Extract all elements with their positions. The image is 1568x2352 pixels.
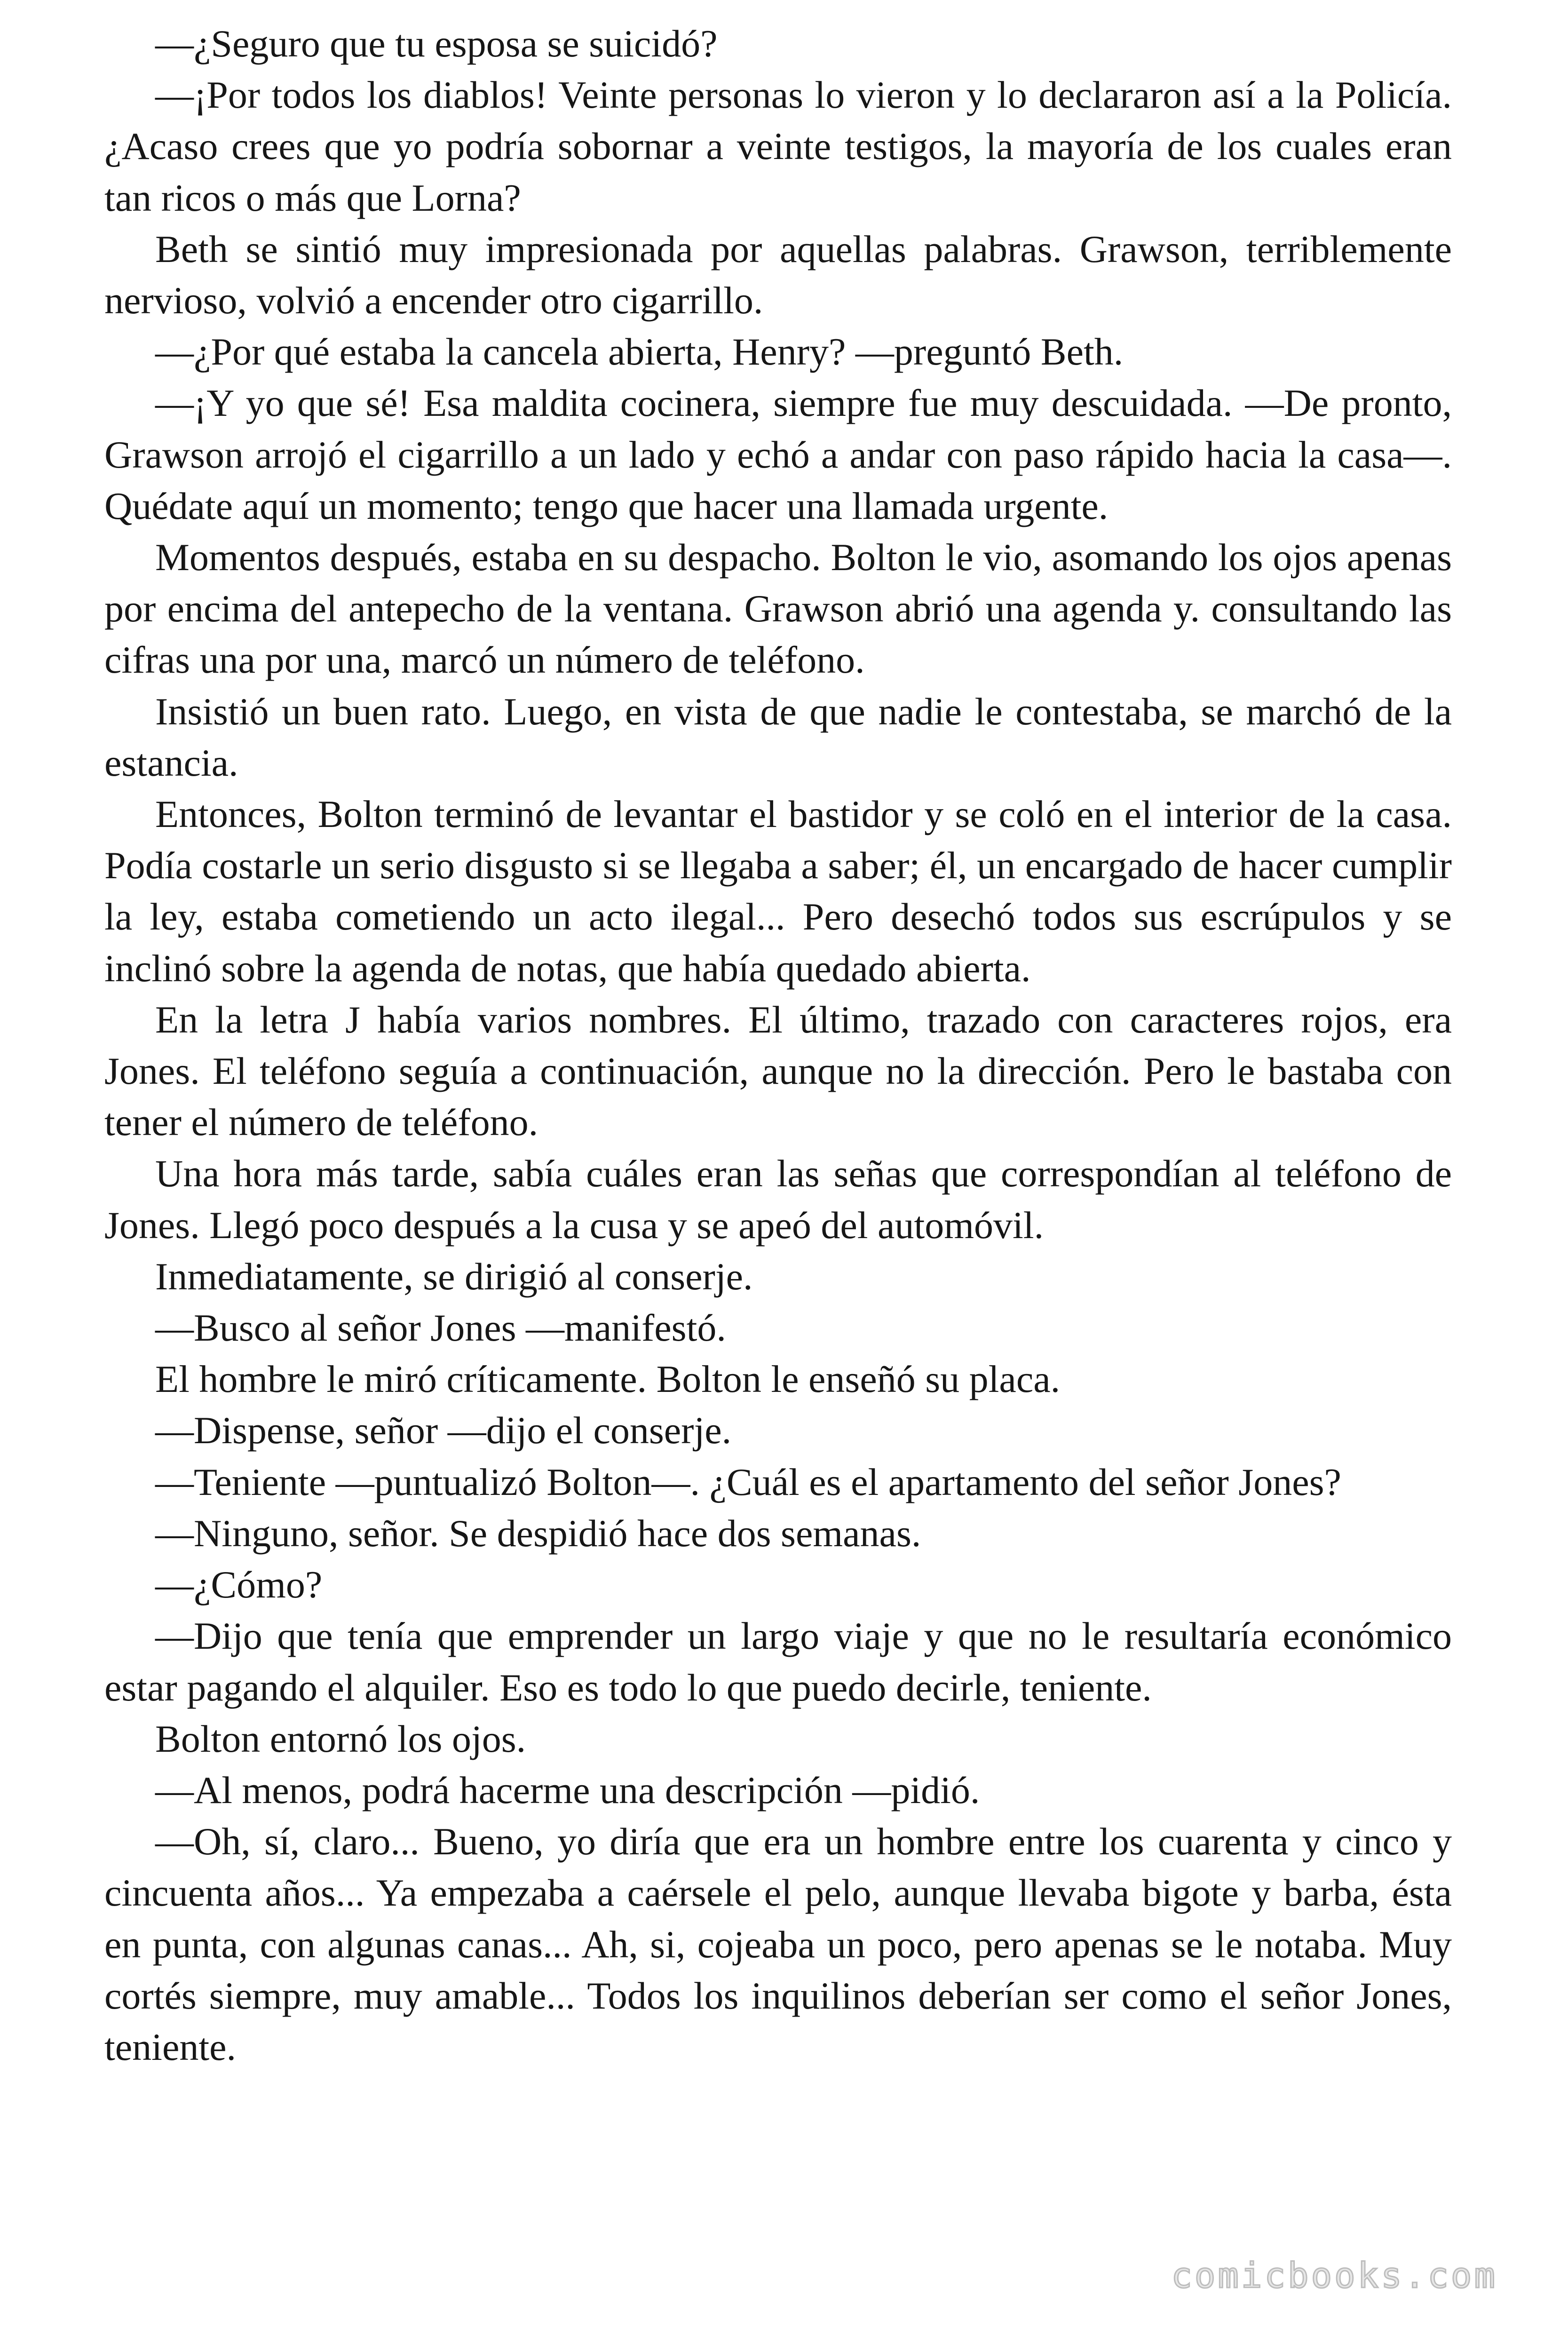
body-text xyxy=(104,18,1452,2073)
paragraph: —Al menos, podrá hacerme una descripción —pidió. xyxy=(155,1768,980,1812)
paragraph: Inmediatamente, se dirigió al conserje. xyxy=(155,1255,753,1298)
paragraph: —Teniente —puntualizó Bolton—. ¿Cuál es el apartamento del señor Jones? xyxy=(155,1460,1341,1503)
paragraph: Insistió un buen rato. Luego, en vista de que nadie le contestaba, se marchó de la estancia. xyxy=(104,690,1452,784)
paragraph: —Ninguno, señor. Se despidió hace dos semanas. xyxy=(155,1511,921,1555)
paragraph: En la letra J había varios nombres. El último, trazado con caracteres rojos, era Jones. El teléfono seguía a continuación, aunque no la dirección. Pero le bastaba con tener el número de teléfono. xyxy=(104,998,1452,1144)
paragraph: El hombre le miró críticamente. Bolton le enseñó su placa. xyxy=(155,1358,1061,1401)
paragraph: —Dijo que tenía que emprender un largo viaje y que no le resultaría económico estar pagando el alquiler. Eso es todo lo que puedo decirle, teniente. xyxy=(104,1614,1452,1709)
paragraph: —¡Y yo que sé! Esa maldita cocinera, siempre fue muy descuidada. —De pronto, Grawson arrojó el cigarrillo a un lado y echó a andar con paso rápido hacia la casa—. Quédate aquí un momento; tengo que hacer una llamada urgente. xyxy=(104,381,1452,527)
paragraph: Una hora más tarde, sabía cuáles eran las señas que correspondían al teléfono de Jones. Llegó poco después a la cusa y se apeó del automóvil. xyxy=(104,1152,1452,1247)
paragraph: —Busco al señor Jones —manifestó. xyxy=(155,1306,726,1350)
paragraph: —¿Cómo? xyxy=(155,1563,323,1606)
paragraph: Entonces, Bolton terminó de levantar el bastidor y se coló en el interior de la casa. Podía costarle un serio disgusto si se llegaba a saber; él, un encargado de hacer cumplir la ley, estaba cometiendo un acto ilegal... Pero desechó todos sus escrúpulos y se inclinó sobre la agenda de notas, que había quedado abierta. xyxy=(104,793,1452,990)
paragraph: Beth se sintió muy impresionada por aquellas palabras. Grawson, terriblemente nervioso, volvió a encender otro cigarrillo. xyxy=(104,227,1452,322)
paragraph: —¿Por qué estaba la cancela abierta, Henry? —preguntó Beth. xyxy=(155,330,1124,373)
paragraph: —¡Por todos los diablos! Veinte personas lo vieron y lo declararon así a la Policía. ¿Acaso crees que yo podría sobornar a veinte testigos, la mayoría de los cuales eran tan ricos o más que Lorna? xyxy=(104,73,1452,219)
paragraph: Bolton entornó los ojos. xyxy=(155,1717,526,1760)
paragraph: —Dispense, señor —dijo el conserje. xyxy=(155,1409,732,1452)
paragraph: Momentos después, estaba en su despacho. Bolton le vio, asomando los ojos apenas por encima del antepecho de la ventana. Grawson abrió una agenda y. consultando las cifras una por una, marcó un número de teléfono. xyxy=(104,536,1452,682)
paragraph: —Oh, sí, claro... Bueno, yo diría que era un hombre entre los cuarenta y cinco y cincuenta años... Ya empezaba a caérsele el pelo, aunque llevaba bigote y barba, ésta en punta, con algunas canas... Ah, si, cojeaba un poco, pero apenas se le notaba. Muy cortés siempre, muy amable... Todos los inquilinos deberían ser como el señor Jones, teniente. xyxy=(104,1820,1452,2068)
paragraph: —¿Seguro que tu esposa se suicidó? xyxy=(155,22,718,65)
watermark: comicbooks.com xyxy=(1171,2256,1497,2296)
